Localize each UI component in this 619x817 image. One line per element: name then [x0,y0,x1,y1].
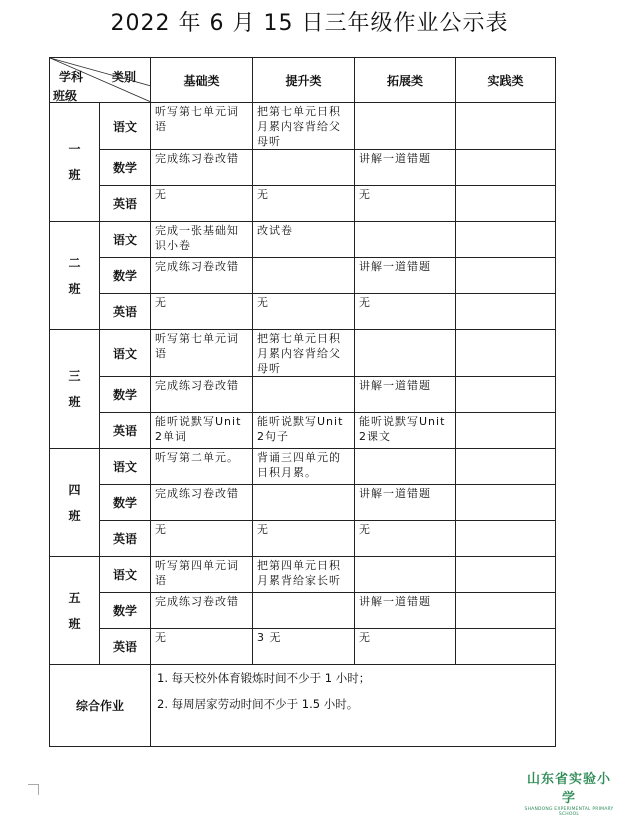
column-header-basic: 基础类 [151,58,253,103]
homework-cell: 改试卷 [253,222,355,258]
table-row [50,330,556,377]
homework-cell: 完成练习卷改错 [151,593,253,629]
subject-cell: 数学 [100,485,151,521]
class-name-cell [50,557,100,665]
homework-cell: 无 [151,521,253,557]
homework-cell [456,413,556,449]
column-header-improve: 提升类 [253,58,355,103]
summary-label: 综合作业 [50,665,151,747]
homework-cell: 无 [253,294,355,330]
homework-cell: 完成练习卷改错 [151,258,253,294]
subject-cell: 数学 [100,377,151,413]
homework-cell: 无 [355,629,456,665]
homework-cell: 听写第四单元词语 [151,557,253,593]
table-row [50,521,556,557]
class-name-char: 一 [68,142,81,156]
subject-cell: 英语 [100,186,151,222]
logo-subtitle: SHANDONG EXPERIMENTAL PRIMARY SCHOOL [524,807,614,817]
class-name-char: 班 [68,616,81,631]
homework-cell [355,557,456,593]
homework-cell: 听写第二单元。 [151,449,253,485]
header-row [50,58,556,103]
logo-name: 山东省实验小学 [526,772,611,806]
homework-cell: 完成练习卷改错 [151,377,253,413]
homework-cell [253,485,355,521]
table-row [50,485,556,521]
class-name-cell [50,330,100,449]
class-name-char: 五 [68,590,81,605]
subject-cell: 英语 [100,521,151,557]
homework-cell: 完成练习卷改错 [151,150,253,186]
table-row [50,222,556,258]
class-name-cell [50,103,100,222]
table-row [50,557,556,593]
subject-cell: 英语 [100,629,151,665]
class-name-char: 三 [68,369,81,383]
category-label: 类别 [111,70,136,84]
homework-cell [456,103,556,150]
homework-cell: 3 无 [253,629,355,665]
homework-cell [456,485,556,521]
homework-cell: 把第四单元日积月累背给家长听 [253,557,355,593]
subject-cell: 语文 [100,330,151,377]
homework-cell: 讲解一道错题 [355,150,456,186]
class-name-char: 四 [68,482,81,497]
table-row [50,186,556,222]
homework-cell [456,294,556,330]
homework-cell [456,629,556,665]
homework-cell: 无 [151,629,253,665]
homework-cell [456,593,556,629]
subject-cell: 数学 [100,258,151,294]
homework-cell: 完成一张基础知识小卷 [151,222,253,258]
column-header-extend: 拓展类 [355,58,456,103]
homework-cell: 无 [151,294,253,330]
homework-cell [355,330,456,377]
homework-cell [253,377,355,413]
class-name-char: 班 [68,281,81,296]
homework-cell [253,258,355,294]
homework-cell: 讲解一道错题 [355,485,456,521]
homework-cell [456,521,556,557]
subject-cell: 语文 [100,222,151,258]
homework-cell: 无 [355,521,456,557]
subject-label: 学科 [59,70,84,84]
table-row [50,103,556,150]
homework-cell [456,222,556,258]
column-header-practice: 实践类 [456,58,556,103]
homework-cell [355,449,456,485]
subject-cell: 语文 [100,449,151,485]
class-label: 班级 [53,89,78,103]
header-diagonal-cell [50,58,151,103]
summary-item: 1. 每天校外体育锻炼时间不少于 1 小时； [157,671,371,685]
page-title: 2022 年 6 月 15 日三年级作业公示表 [110,11,509,36]
table-row [50,258,556,294]
homework-cell: 无 [355,186,456,222]
homework-cell: 无 [151,186,253,222]
homework-cell [456,150,556,186]
homework-cell: 完成练习卷改错 [151,485,253,521]
table-row [50,150,556,186]
homework-cell: 无 [253,186,355,222]
summary-item: 2. 每周居家劳动时间不少于 1.5 小时。 [157,697,359,711]
homework-cell: 能听说默写Unit2句子 [253,413,355,449]
subject-cell: 语文 [100,557,151,593]
homework-cell [253,150,355,186]
homework-cell: 讲解一道错题 [355,258,456,294]
homework-cell: 把第七单元日积月累内容背给父母听 [253,330,355,377]
school-logo [521,768,617,817]
homework-cell: 能听说默写Unit2课文 [355,413,456,449]
homework-cell [456,330,556,377]
class-name-char: 班 [68,508,81,523]
table-row [50,449,556,485]
summary-row [50,665,556,747]
crop-mark [28,784,39,795]
homework-cell [456,377,556,413]
homework-cell [456,557,556,593]
homework-cell: 讲解一道错题 [355,593,456,629]
homework-cell: 讲解一道错题 [355,377,456,413]
subject-cell: 英语 [100,294,151,330]
homework-cell: 听写第七单元词语 [151,103,253,150]
homework-cell [456,186,556,222]
summary-content [151,665,556,747]
homework-cell: 能听说默写Unit2单词 [151,413,253,449]
table-row [50,377,556,413]
homework-cell [355,103,456,150]
homework-cell [355,222,456,258]
class-name-char: 班 [68,168,81,182]
class-name-char: 二 [68,255,81,270]
homework-cell: 听写第七单元词语 [151,330,253,377]
homework-cell: 无 [355,294,456,330]
table-row [50,593,556,629]
homework-table [49,57,556,747]
class-name-cell [50,449,100,557]
homework-cell: 把第七单元日积月累内容背给父母听 [253,103,355,150]
homework-cell [456,449,556,485]
table-row [50,413,556,449]
subject-cell: 英语 [100,413,151,449]
subject-cell: 数学 [100,593,151,629]
class-name-char: 班 [68,395,81,409]
homework-cell [253,593,355,629]
subject-cell: 语文 [100,103,151,150]
class-name-cell [50,222,100,330]
table-row [50,629,556,665]
table-row [50,294,556,330]
homework-cell: 无 [253,521,355,557]
subject-cell: 数学 [100,150,151,186]
homework-cell [456,258,556,294]
homework-cell: 背诵三四单元的日积月累。 [253,449,355,485]
